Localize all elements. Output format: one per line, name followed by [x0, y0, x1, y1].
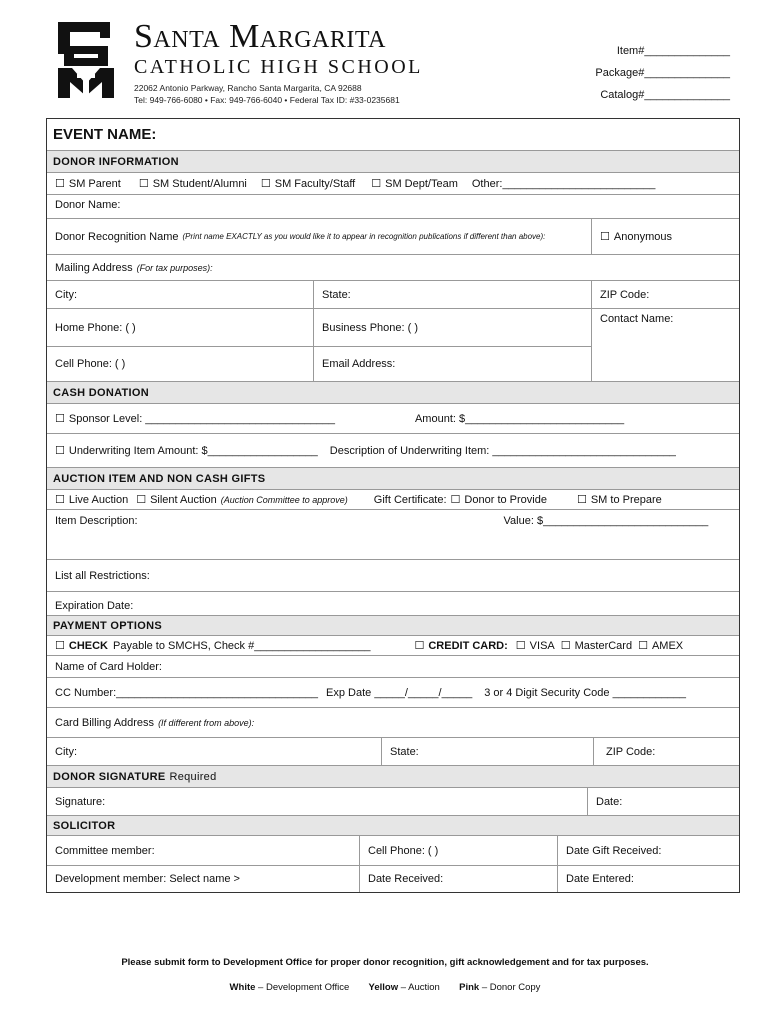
checkbox-icon[interactable]: ☐: [371, 177, 382, 190]
section-title: CASH DONATION: [53, 386, 149, 399]
value-field[interactable]: Value: $___________________________: [503, 515, 709, 527]
security-code-field[interactable]: 3 or 4 Digit Security Code ____________: [484, 686, 687, 699]
copy-yellow-text: – Auction: [400, 982, 440, 993]
donation-form: [46, 118, 740, 893]
cash-heading: [47, 382, 739, 404]
checkbox-icon[interactable]: ☐: [560, 639, 571, 652]
cell-phone-field[interactable]: Cell Phone: ( ): [55, 358, 126, 370]
silent-auction-label: Silent Auction: [150, 493, 217, 506]
mailing-label: Mailing Address: [55, 261, 133, 274]
contact-name-field[interactable]: Contact Name:: [591, 309, 739, 381]
cc-number-field[interactable]: CC Number:_________________________________: [55, 686, 319, 699]
billing-address-label: Card Billing Address: [55, 716, 155, 729]
event-name-row[interactable]: [47, 119, 739, 151]
checkbox-icon[interactable]: ☐: [55, 639, 65, 652]
signature-row: [47, 788, 739, 816]
mailing-row[interactable]: [47, 255, 739, 281]
checkbox-icon[interactable]: ☐: [55, 493, 65, 506]
package-number[interactable]: Package#______________: [595, 67, 730, 79]
underwriting-row: [47, 434, 739, 468]
cc-number-row: [47, 678, 739, 708]
billing-address-note: (If different from above):: [158, 717, 255, 728]
amex-label: AMEX: [651, 639, 684, 652]
billing-zip-field[interactable]: ZIP Code:: [593, 738, 739, 765]
anonymous-option[interactable]: [591, 219, 739, 254]
checkbox-icon[interactable]: ☐: [515, 639, 526, 652]
checkbox-icon[interactable]: ☐: [55, 444, 65, 457]
date-gift-received-field[interactable]: Date Gift Received:: [557, 836, 739, 865]
donor-info-heading: [47, 151, 739, 173]
billing-state-field[interactable]: State:: [381, 738, 593, 765]
recognition-note: (Print name EXACTLY as you would like it to appear in recognition publications if different than above):: [182, 232, 546, 241]
recognition-label: Donor Recognition Name: [55, 230, 179, 243]
checkbox-icon[interactable]: ☐: [55, 177, 65, 190]
opt-sm-parent: SM Parent: [68, 177, 121, 190]
signature-date-field[interactable]: Date:: [587, 788, 739, 815]
date-entered-field[interactable]: Date Entered:: [557, 866, 739, 892]
payment-method-row: ☐ CHECK Payable to SMCHS, Check #___________________ ☐ CREDIT CARD : ☐ VISA ☐ MasterCard ☐ AMEX: [47, 636, 739, 656]
gift-certificate-label: Gift Certificate:: [373, 493, 447, 506]
city-state-zip-row: [47, 281, 739, 309]
checkbox-icon[interactable]: ☐: [138, 177, 149, 190]
section-title: SOLICITOR: [53, 819, 116, 832]
mastercard-label: MasterCard: [574, 639, 633, 652]
city-field[interactable]: City:: [55, 288, 77, 301]
section-title: PAYMENT OPTIONS: [53, 619, 163, 632]
committee-row: [47, 836, 739, 866]
checkbox-icon[interactable]: ☐: [55, 412, 65, 425]
home-phone-field[interactable]: Home Phone: ( ): [55, 321, 136, 334]
signature-field[interactable]: Signature:: [55, 795, 106, 808]
school-subtitle: CATHOLIC HIGH SCHOOL: [134, 56, 423, 78]
checkbox-icon[interactable]: ☐: [414, 639, 425, 652]
school-address: 22062 Antonio Parkway, Rancho Santa Margarita, CA 92688: [134, 83, 362, 93]
letterhead: [50, 18, 730, 108]
donor-name-row[interactable]: [47, 195, 739, 219]
checkbox-icon[interactable]: ☐: [450, 493, 461, 506]
donor-name-label: Donor Name:: [55, 199, 121, 211]
zip-field[interactable]: ZIP Code:: [591, 281, 739, 308]
committee-member-field[interactable]: Committee member:: [55, 844, 155, 857]
opt-sm-student: SM Student/Alumni: [152, 177, 247, 190]
school-logo: [50, 18, 122, 100]
opt-sm-dept: SM Dept/Team: [385, 177, 458, 190]
auction-type-row: [47, 490, 739, 510]
phone-block: [47, 309, 739, 382]
submission-note: Please submit form to Development Office for proper donor recognition, gift acknowledgement and for tax purposes.: [121, 957, 649, 968]
solicitor-cell-phone-field[interactable]: Cell Phone: ( ): [359, 836, 557, 865]
billing-city-row: [47, 738, 739, 766]
state-field[interactable]: State:: [313, 281, 591, 308]
checkbox-icon[interactable]: ☐: [136, 493, 147, 506]
sm-prepare-label: SM to Prepare: [590, 493, 662, 506]
opt-sm-faculty: SM Faculty/Staff: [274, 177, 356, 190]
required-label: Required: [169, 770, 217, 783]
copy-pink-text: – Donor Copy: [481, 982, 541, 993]
sponsor-level-field[interactable]: Sponsor Level: _______________________________: [68, 412, 335, 425]
restrictions-row[interactable]: [47, 560, 739, 592]
billing-address-row[interactable]: [47, 708, 739, 738]
payment-heading: [47, 616, 739, 636]
checkbox-icon[interactable]: ☐: [576, 493, 587, 506]
live-auction-label: Live Auction: [68, 493, 129, 506]
section-title: DONOR SIGNATURE: [53, 770, 166, 783]
copy-pink: Pink: [459, 982, 480, 993]
restrictions-label: List all Restrictions:: [55, 569, 150, 582]
credit-card-label: CREDIT CARD: [428, 639, 505, 652]
donor-type-row: [47, 173, 739, 195]
auction-heading: [47, 468, 739, 490]
checkbox-icon[interactable]: ☐: [638, 639, 648, 652]
section-title: DONOR INFORMATION: [53, 155, 179, 168]
copy-yellow: Yellow: [368, 982, 399, 993]
event-name-label: EVENT NAME:: [53, 126, 157, 143]
card-holder-label: Name of Card Holder:: [55, 660, 162, 673]
copy-white-text: – Development Office: [258, 982, 350, 993]
item-description-label: Item Description:: [55, 515, 138, 527]
checkbox-icon[interactable]: ☐: [600, 230, 610, 243]
amount-field[interactable]: Amount: $__________________________: [414, 412, 625, 425]
item-description-row[interactable]: [47, 510, 739, 560]
section-title: AUCTION ITEM AND NON CASH GIFTS: [53, 472, 266, 485]
sponsor-row: [47, 404, 739, 434]
silent-auction-note: (Auction Committee to approve): [220, 494, 348, 505]
recognition-row: [47, 219, 739, 255]
underwriting-description-field[interactable]: Description of Underwriting Item: ______________________________: [329, 444, 676, 457]
donor-provide-label: Donor to Provide: [464, 493, 547, 506]
anonymous-label: Anonymous: [613, 230, 672, 243]
business-phone-field[interactable]: Business Phone: ( ): [313, 309, 591, 346]
signature-heading: [47, 766, 739, 788]
checkbox-icon[interactable]: ☐: [260, 177, 271, 190]
visa-label: VISA: [529, 639, 555, 652]
solicitor-heading: [47, 816, 739, 836]
billing-city-field[interactable]: City:: [55, 745, 77, 758]
underwriting-amount-field[interactable]: Underwriting Item Amount: $__________________: [68, 444, 318, 457]
expiration-label: Expiration Date:: [55, 600, 134, 612]
school-info: [134, 18, 423, 106]
school-contact: Tel: 949-766-6080 • Fax: 949-766-6040 • Federal Tax ID: #33-0235681: [134, 95, 400, 105]
mailing-note: (For tax purposes):: [136, 262, 213, 273]
recognition-field[interactable]: [47, 219, 591, 254]
email-field[interactable]: Email Address:: [313, 347, 591, 381]
card-holder-row[interactable]: [47, 656, 739, 678]
expiration-row[interactable]: [47, 592, 739, 616]
check-number-field[interactable]: Payable to SMCHS, Check #___________________: [113, 639, 371, 652]
copy-distribution: [0, 982, 770, 993]
check-label: CHECK: [68, 639, 108, 652]
item-number[interactable]: Item#______________: [616, 45, 730, 57]
catalog-number[interactable]: Catalog#______________: [600, 89, 730, 101]
date-received-field[interactable]: Date Received:: [359, 866, 557, 892]
copy-white: White: [229, 982, 256, 993]
exp-date-field[interactable]: Exp Date _____/_____/_____: [326, 686, 473, 699]
school-name: Santa Margarita: [134, 18, 386, 55]
development-member-select[interactable]: Development member: Select name >: [55, 873, 240, 885]
reference-numbers: [580, 40, 730, 106]
development-row: [47, 866, 739, 892]
opt-other[interactable]: Other:_________________________: [471, 177, 656, 190]
